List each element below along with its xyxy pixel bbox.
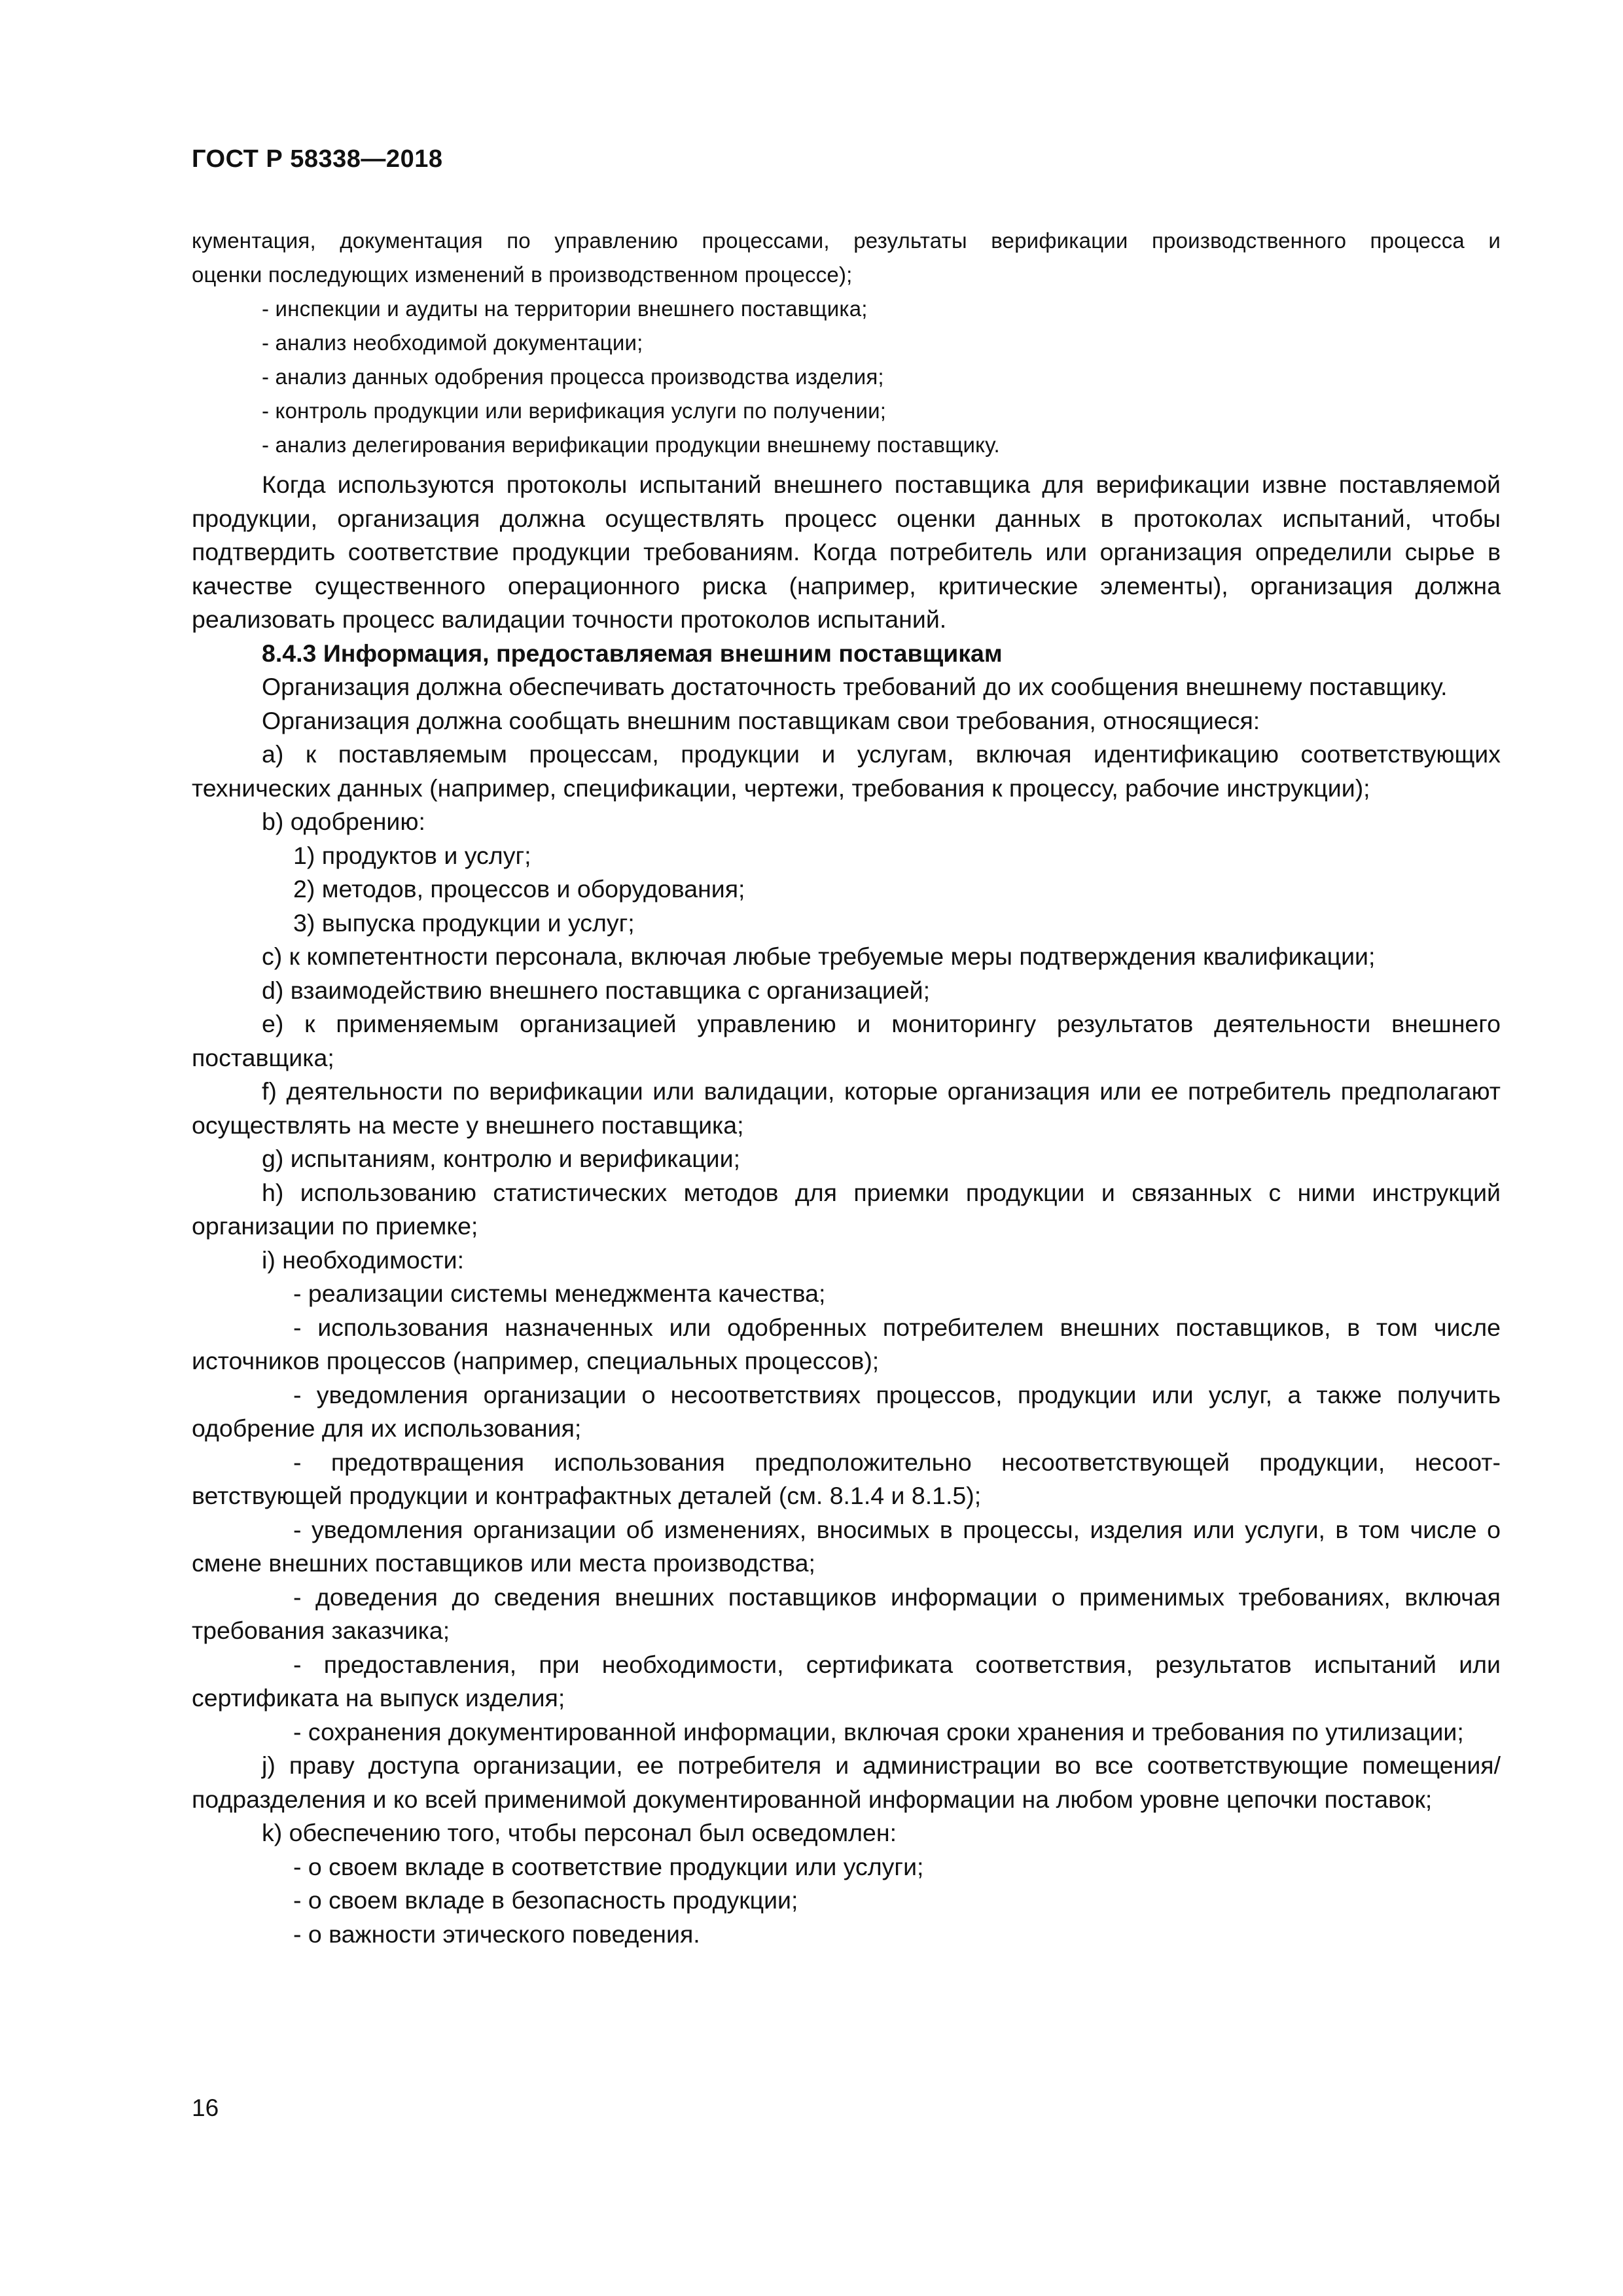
paragraph: Организация должна сообщать внешним поставщикам свои требования, относящиеся: [262,706,1260,734]
dash-item: - сохранения документированной информации, включая сроки хранения и требования по утилизации; [293,1717,1464,1746]
page-number: 16 [192,2094,219,2121]
list-item-h: h) использованию статистических методов для приемки продукции и связанных с ними инструкций организации по приемке; [192,1178,1501,1240]
bullet-item: - контроль продукции или верификация услуги по получении; [262,399,887,423]
document-header: ГОСТ Р 58338—2018 [192,145,443,173]
section-heading: 8.4.3 Информация, предоставляемая внешним поставщикам [262,639,1003,667]
dash-item: - о своем вкладе в соответствие продукции или услуги; [293,1852,924,1880]
list-item-f: f) деятельности по верификации или валидации, которые организация или ее потребитель предполагают осуществлять на месте у внешнего поставщика; [192,1077,1501,1139]
list-item-j: j) праву доступа организации, ее потребителя и администрации во все соответствующие помещения/подразделения и ко всей применимой документированной информации на любом уровне цепочки поставок; [192,1751,1501,1813]
list-item-b: b) одобрению: [262,808,425,835]
bullet-item: - анализ данных одобрения процесса производства изделия; [262,365,884,389]
dash-item: - о своем вкладе в безопасность продукции; [293,1886,798,1914]
continuation-block [192,224,1501,462]
dash-item: - уведомления организации об изменениях, вносимых в процессы, изделия или услуги, в том числе о смене внешних поставщиков или места производства; [192,1515,1501,1577]
dash-item: - реализации системы менеджмента качества; [293,1280,826,1307]
dash-item: - уведомления организации о несоответствиях процессов, продукции или услуг, а также получить одобрение для их использования; [192,1380,1501,1442]
sub-item-3: 3) выпуска продукции и услуг; [293,908,635,937]
bullet-item: - инспекции и аудиты на территории внешнего поставщика; [262,296,868,321]
bullet-item: - анализ необходимой документации; [262,331,643,355]
dash-item: - предотвращения использования предположительно несоответствующей продукции, несоответствующей продукции и контрафактных деталей (см. 8.1.4 и 8.1.5); [192,1448,1501,1509]
bullet-item: - анализ делегирования верификации продукции внешнему поставщику. [262,433,1000,457]
dash-item: - использования назначенных или одобренных потребителем внешних поставщиков, в том числе источников процессов (например, специальных процессов); [192,1313,1501,1374]
continuation-line-1: кументация, документация по управлению процессами, результаты верификации производственного процесса и [192,228,1501,253]
dash-item: - доведения до сведения внешних поставщиков информации о применимых требованиях, включая требования заказчика; [192,1583,1501,1644]
list-item-g: g) испытаниям, контролю и верификации; [262,1145,740,1172]
list-item-k: k) обеспечению того, чтобы персонал был осведомлен: [262,1819,897,1846]
continuation-line-2: оценки последующих изменений в производственном процессе); [192,262,853,287]
list-item-a: a) к поставляемым процессам, продукции и услугам, включая идентификацию соответствующих технических данных (например, спецификации, чертежи, требования к процессу, рабочие инструкции); [192,740,1501,802]
dash-item: - предоставления, при необходимости, сертификата соответствия, результатов испытаний или сертификата на выпуск изделия; [192,1650,1501,1712]
dash-item: - о важности этического поведения. [293,1920,700,1948]
list-item-e: e) к применяемым организацией управлению и мониторингу результатов деятельности внешнего поставщика; [192,1010,1501,1071]
list-item-c: c) к компетентности персонала, включая любые требуемые меры подтверждения квалификации; [262,942,1376,970]
sub-item-2: 2) методов, процессов и оборудования; [293,875,745,903]
main-text [192,468,1501,1951]
sub-item-1: 1) продуктов и услуг; [293,841,531,869]
list-item-d: d) взаимодействию внешнего поставщика с организацией; [262,976,931,1004]
paragraph: Когда используются протоколы испытаний внешнего поставщика для верификации извне поставляемой продукции, организация должна осуществлять процесс оценки данных в протоколах испытаний, чтобы подтвердить соответствие продукции требованиям. Когда потребитель или организация определили сырье в качестве существенного операционного риска (например, критические элементы), организация должна реализовать процесс валидации точности протоколов испытаний. [192,471,1501,633]
list-item-i: i) необходимости: [262,1246,465,1274]
paragraph: Организация должна обеспечивать достаточность требований до их сообщения внешнему поставщику. [262,673,1448,700]
